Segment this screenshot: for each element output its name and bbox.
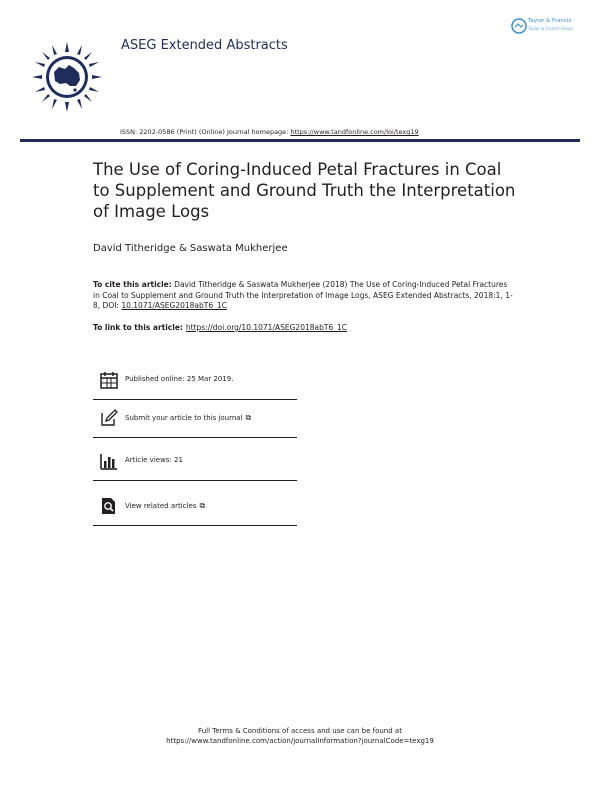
issn-line (120, 128, 419, 136)
journal-homepage-link[interactable]: https://www.tandfonline.com/loi/texg19 (290, 128, 419, 136)
article-authors: David Titheridge & Saswata Mukherjee (93, 243, 288, 254)
link-label: To link to this article: (93, 323, 183, 332)
submit-row[interactable] (93, 400, 297, 438)
footer-url[interactable]: https://www.tandfonline.com/action/journalInformation?journalCode=texg19 (166, 737, 434, 745)
article-url-link[interactable]: https://doi.org/10.1071/ASEG2018abT6_1C (185, 323, 347, 332)
doi-link[interactable]: 10.1071/ASEG2018abT6_1C (121, 301, 227, 310)
cite-text: David Titheridge & Saswata Mukherjee (2018) The Use of Coring-Induced Petal Fractures in Coal to Supplement and Ground Truth the Interpretation of Image Logs, ASEG Extended Abstracts, 2018:1, 1-8, DOI: (93, 280, 513, 310)
views-row (93, 443, 297, 481)
related-row[interactable] (93, 488, 297, 526)
external-link-icon: ⧉ (245, 413, 252, 422)
divider (93, 480, 297, 481)
aseg-logo (30, 40, 104, 114)
submit-text[interactable]: Submit your article to this journal (125, 414, 243, 422)
article-link-line (93, 323, 347, 332)
bar-chart-icon (100, 452, 118, 470)
published-text: Published online: 25 Mar 2019. (125, 375, 234, 383)
calendar-icon (100, 371, 118, 389)
publisher-name (528, 18, 573, 32)
article-title: The Use of Coring-Induced Petal Fractures in Coal to Supplement and Ground Truth the Interpretation of Image Logs (93, 160, 516, 221)
published-row (93, 362, 297, 400)
related-link[interactable] (125, 501, 205, 511)
search-document-icon (100, 497, 118, 515)
external-link-icon: ⧉ (199, 501, 206, 510)
submit-link[interactable] (125, 413, 251, 423)
edit-icon (100, 409, 118, 427)
footer-terms: Full Terms & Conditions of access and use can be found at (198, 727, 402, 735)
cite-label: To cite this article: (93, 280, 172, 289)
publisher-subtitle: Taylor & Francis Group (528, 26, 573, 31)
views-text: Article views: 21 (125, 456, 183, 464)
divider (93, 525, 297, 526)
related-text[interactable]: View related articles (125, 502, 197, 510)
citation (93, 280, 513, 312)
divider (93, 437, 297, 438)
header-rule (20, 139, 580, 142)
issn-text: ISSN: 2202-0586 (Print) (Online) Journal homepage: (120, 128, 291, 136)
journal-name: ASEG Extended Abstracts (121, 38, 288, 53)
publisher-title: Taylor & Francis (528, 18, 572, 24)
footer (0, 726, 600, 746)
